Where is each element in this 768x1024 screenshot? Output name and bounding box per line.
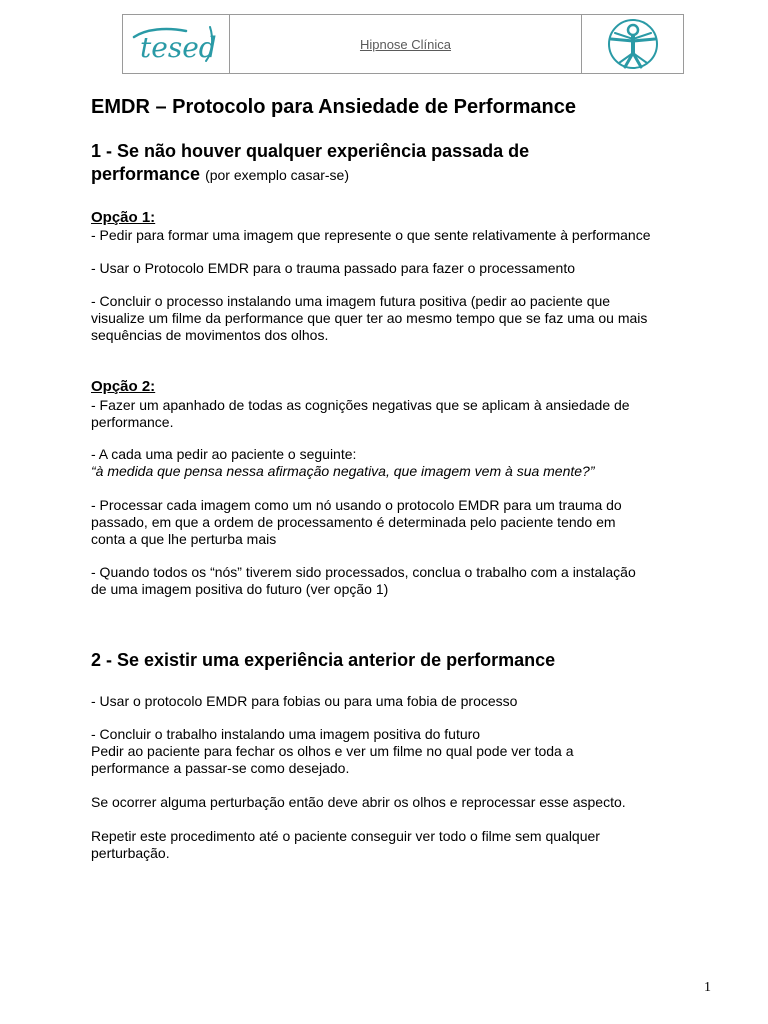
option2-p1-line2: performance. (91, 414, 174, 430)
option2-question-quote: “à medida que pensa nessa afirmação negativa, que imagem vem à sua mente?” (91, 463, 595, 479)
section2-p2-line2: Pedir ao paciente para fechar os olhos e ver um filme no qual pode ver toda a (91, 743, 574, 759)
page-number: 1 (704, 980, 711, 995)
section1-heading-line2 (91, 163, 529, 187)
option1-p3-line1: - Concluir o processo instalando uma imagem futura positiva (pedir ao paciente que (91, 293, 611, 309)
logo-lettering: tesed (140, 31, 217, 64)
section2-p4 (91, 828, 600, 862)
section2-p2-line3: performance a passar-se como desejado. (91, 760, 350, 776)
option2-p2 (91, 446, 595, 480)
option2-p3-line3: conta a que lhe perturba mais (91, 531, 277, 547)
section2-p3: Se ocorrer alguma perturbação então deve abrir os olhos e reprocessar esse aspecto. (91, 794, 626, 810)
header-title-cell (230, 15, 582, 73)
section2-p1: - Usar o protocolo EMDR para fobias ou para uma fobia de processo (91, 693, 518, 709)
section2-heading: 2 - Se existir uma experiência anterior de performance (91, 650, 556, 670)
option2-p4-line1: - Quando todos os “nós” tiverem sido processados, conclua o trabalho com a instalação (91, 564, 636, 580)
option2-p1 (91, 397, 630, 431)
option2-p1-line1: - Fazer um apanhado de todas as cognições negativas que se aplicam à ansiedade de (91, 397, 630, 413)
section1-heading-line1: 1 - Se não houver qualquer experiência passada de (91, 141, 530, 161)
header-title: Hipnose Clínica (359, 36, 452, 52)
section1-heading (91, 140, 529, 187)
option2-p3 (91, 497, 622, 548)
option1-p3-line3: sequências de movimentos dos olhos. (91, 327, 329, 343)
vitruvian-figure-logo (582, 15, 683, 73)
option1-p1: - Pedir para formar uma imagem que represente o que sente relativamente à performance (91, 227, 651, 243)
option2-p4-line2: de uma imagem positiva do futuro (ver opção 1) (91, 581, 389, 597)
section2-p2-line1: - Concluir o trabalho instalando uma imagem positiva do futuro (91, 726, 481, 742)
option1-p3 (91, 293, 647, 344)
section2-p4-line2: perturbação. (91, 845, 170, 861)
option1-label: Opção 1: (91, 209, 156, 226)
tesed-logo (123, 15, 230, 73)
option2-p3-line1: - Processar cada imagem como um nó usando o protocolo EMDR para um trauma do (91, 497, 622, 513)
page-header-table (122, 14, 684, 74)
section2-p2 (91, 726, 574, 777)
option2-label: Opção 2: (91, 378, 156, 395)
section1-heading-note: (por exemplo casar-se) (205, 167, 349, 183)
option2-p3-line2: passado, em que a ordem de processamento é determinada pelo paciente tendo em (91, 514, 616, 530)
document-title: EMDR – Protocolo para Ansiedade de Performance (91, 96, 576, 118)
option2-p2-line1: - A cada uma pedir ao paciente o seguinte: (91, 446, 357, 462)
section2-p4-line1: Repetir este procedimento até o paciente conseguir ver todo o filme sem qualquer (91, 828, 600, 844)
option2-p4 (91, 564, 636, 598)
section1-heading-bold: performance (91, 164, 201, 184)
option1-p3-line2: visualize um filme da performance que quer ter ao mesmo tempo que se faz uma ou mais (91, 310, 648, 326)
option1-p2: - Usar o Protocolo EMDR para o trauma passado para fazer o processamento (91, 260, 576, 276)
